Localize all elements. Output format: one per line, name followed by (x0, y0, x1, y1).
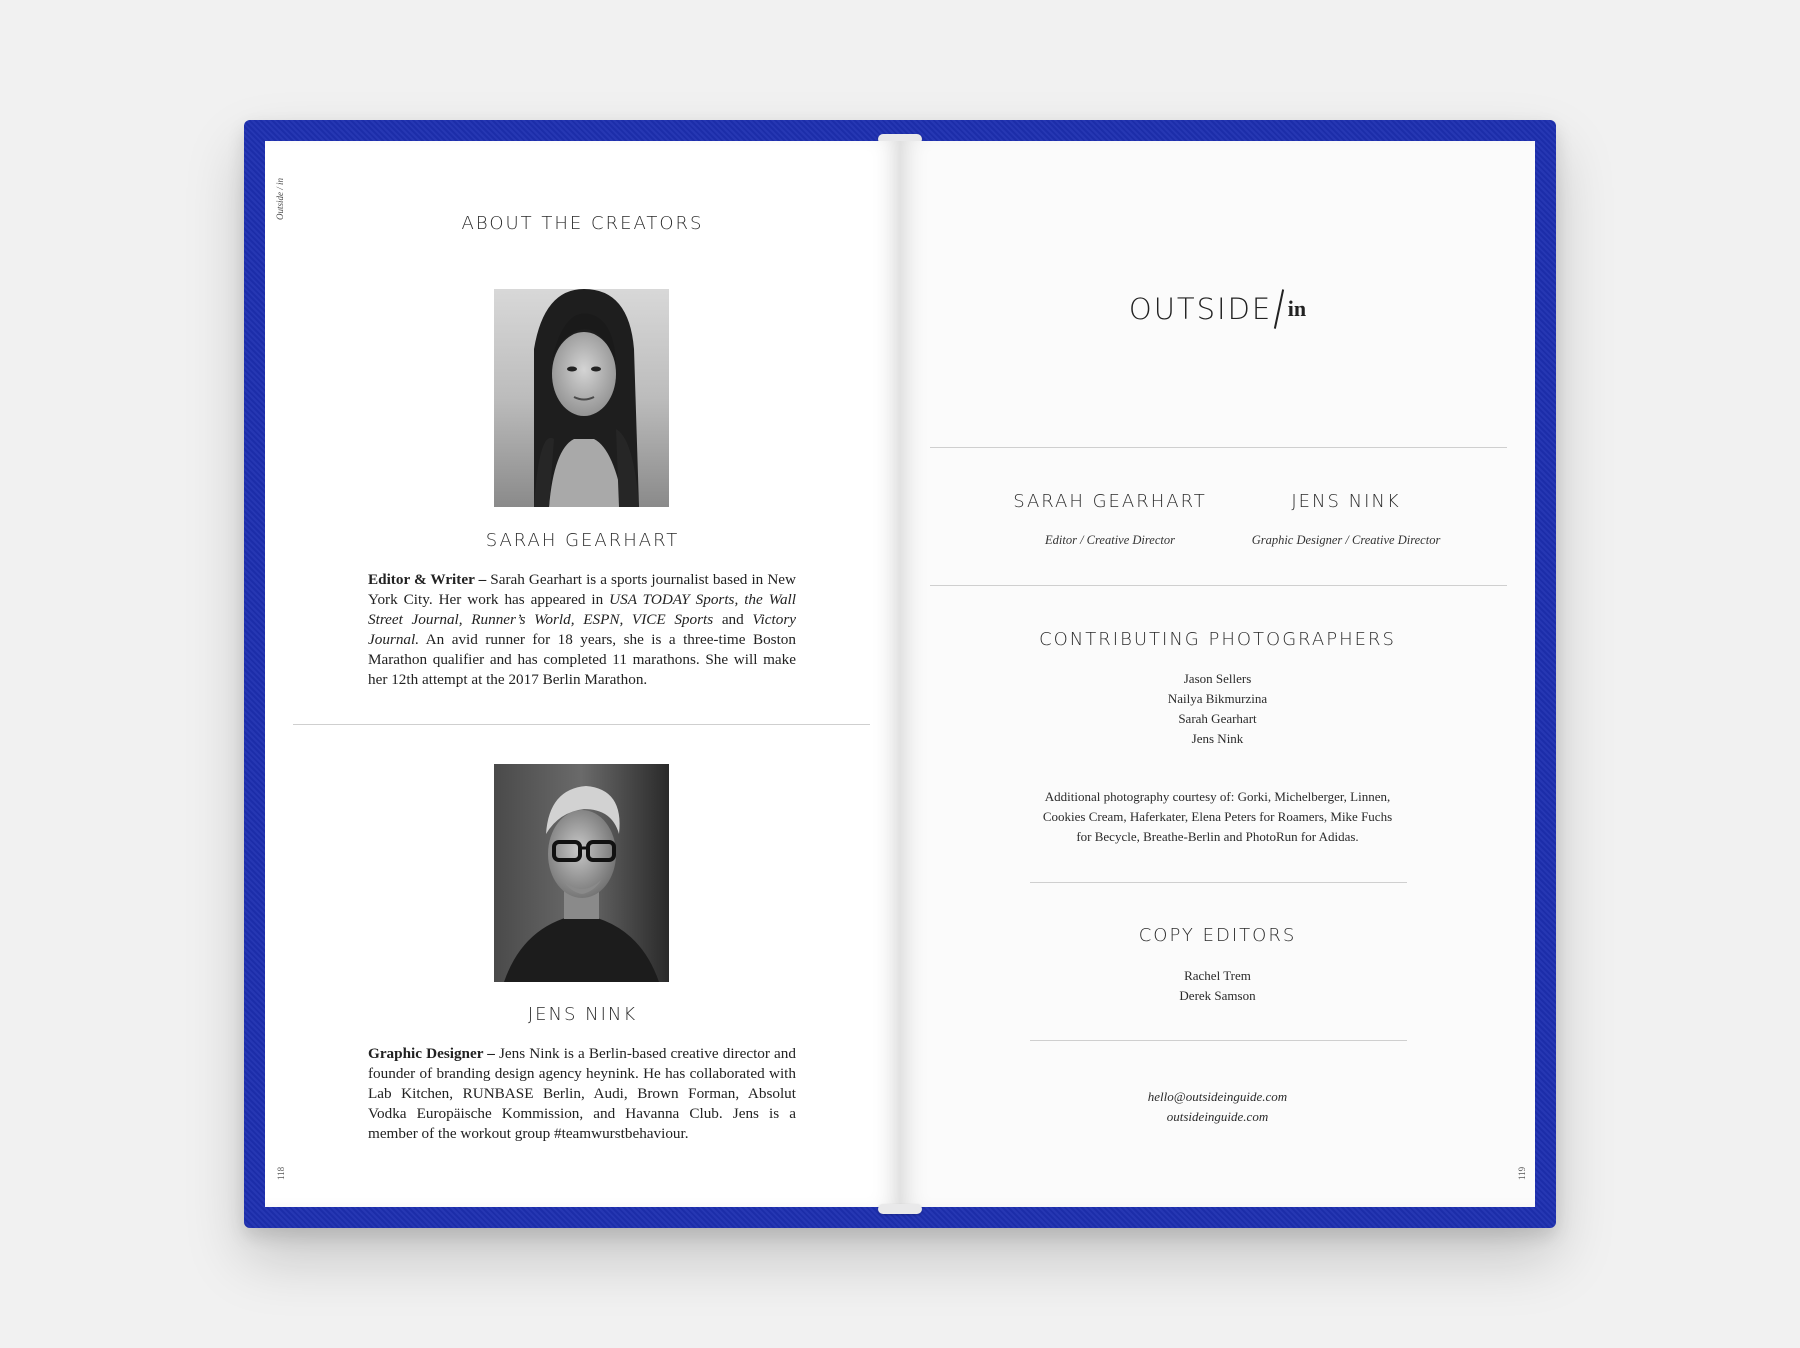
portrait-jens-image (494, 764, 669, 982)
left-page (265, 141, 900, 1207)
outside-in-logo (900, 289, 1535, 329)
additional-credits: Additional photography courtesy of: Gorki, Michelberger, Linnen, Cookies Cream, Haferkater, Elena Peters for Roamers, Mike Fuchs for Becycle, Breathe-Berlin and PhotoRun for Adidas. (1042, 789, 1393, 844)
running-header: Outside / in (275, 178, 285, 220)
credit-name-sarah: SARAH GEARHART (1013, 491, 1207, 512)
contact-email: hello@outsideinguide.com (1147, 1089, 1288, 1104)
bio-sarah-publications: USA TODAY Sports, the Wall Street Journal, Runner’s World, ESPN, VICE Sports (368, 591, 796, 628)
divider-copy-editors (1030, 1040, 1407, 1041)
logo-suffix: in (1287, 296, 1307, 321)
list-item: Sarah Gearhart (1178, 711, 1257, 726)
divider-photographers (1030, 882, 1407, 883)
list-item: Nailya Bikmurzina (1167, 691, 1268, 706)
contact-website: outsideinguide.com (1166, 1109, 1269, 1124)
bio-sarah-publication-2: Victory Journal. (368, 611, 796, 648)
page-number-right: 119 (1517, 1166, 1527, 1180)
page-title: ABOUT THE CREATORS (461, 213, 704, 234)
copy-editors-list (900, 966, 1535, 1006)
list-item: Jens Nink (1191, 731, 1244, 746)
bio-sarah-text-3: An avid runner for 18 years, she is a three-time Boston Marathon qualifier and has completed 11 marathons. She will make her 12th attempt at the 2017 Berlin Marathon. (368, 631, 796, 688)
portrait-sarah-photo (494, 289, 669, 507)
credit-role-sarah: Editor / Creative Director (1045, 533, 1175, 547)
logo-slash-icon (1274, 289, 1284, 328)
logo-word: OUTSIDE (1128, 292, 1273, 326)
bio-sarah-text-1: Sarah Gearhart is a sports journalist based in New York City. Her work has appeared in (368, 571, 797, 608)
bio-jens (368, 1044, 796, 1144)
portrait-sarah-image (494, 289, 669, 507)
bio-sarah-text-2: and (713, 611, 753, 628)
contact-info (900, 1087, 1535, 1127)
bio-sarah (368, 570, 796, 690)
role-label-sarah: Editor & Writer – (368, 571, 487, 588)
page-number-left: 118 (276, 1166, 286, 1180)
portrait-jens-photo (494, 764, 669, 982)
credit-name-jens: JENS NINK (1291, 491, 1401, 512)
role-label-jens: Graphic Designer – (368, 1045, 495, 1062)
section-divider (293, 724, 870, 725)
spine-headband-bottom (878, 1204, 922, 1214)
photographers-heading: CONTRIBUTING PHOTOGRAPHERS (1039, 629, 1396, 650)
copy-editors-heading: COPY EDITORS (1138, 925, 1297, 946)
right-page (900, 141, 1535, 1207)
divider-credits (930, 585, 1507, 586)
list-item: Rachel Trem (1184, 968, 1251, 983)
creator-name-sarah: SARAH GEARHART (485, 530, 680, 551)
list-item: Jason Sellers (1183, 671, 1252, 686)
credit-role-jens: Graphic Designer / Creative Director (1251, 533, 1441, 547)
creator-name-jens: JENS NINK (527, 1004, 638, 1025)
photographers-list (900, 669, 1535, 749)
bio-jens-text: Jens Nink is a Berlin-based creative director and founder of branding design agency heynink. He has collaborated with Lab Kitchen, RUNBASE Berlin, Audi, Brown Forman, Absolut Vodka Europäische Kommission, and Havanna Club. Jens is a member of the workout group #teamwurstbehaviour. (368, 1045, 796, 1142)
divider-top (930, 447, 1507, 448)
list-item: Derek Samson (1179, 988, 1256, 1003)
